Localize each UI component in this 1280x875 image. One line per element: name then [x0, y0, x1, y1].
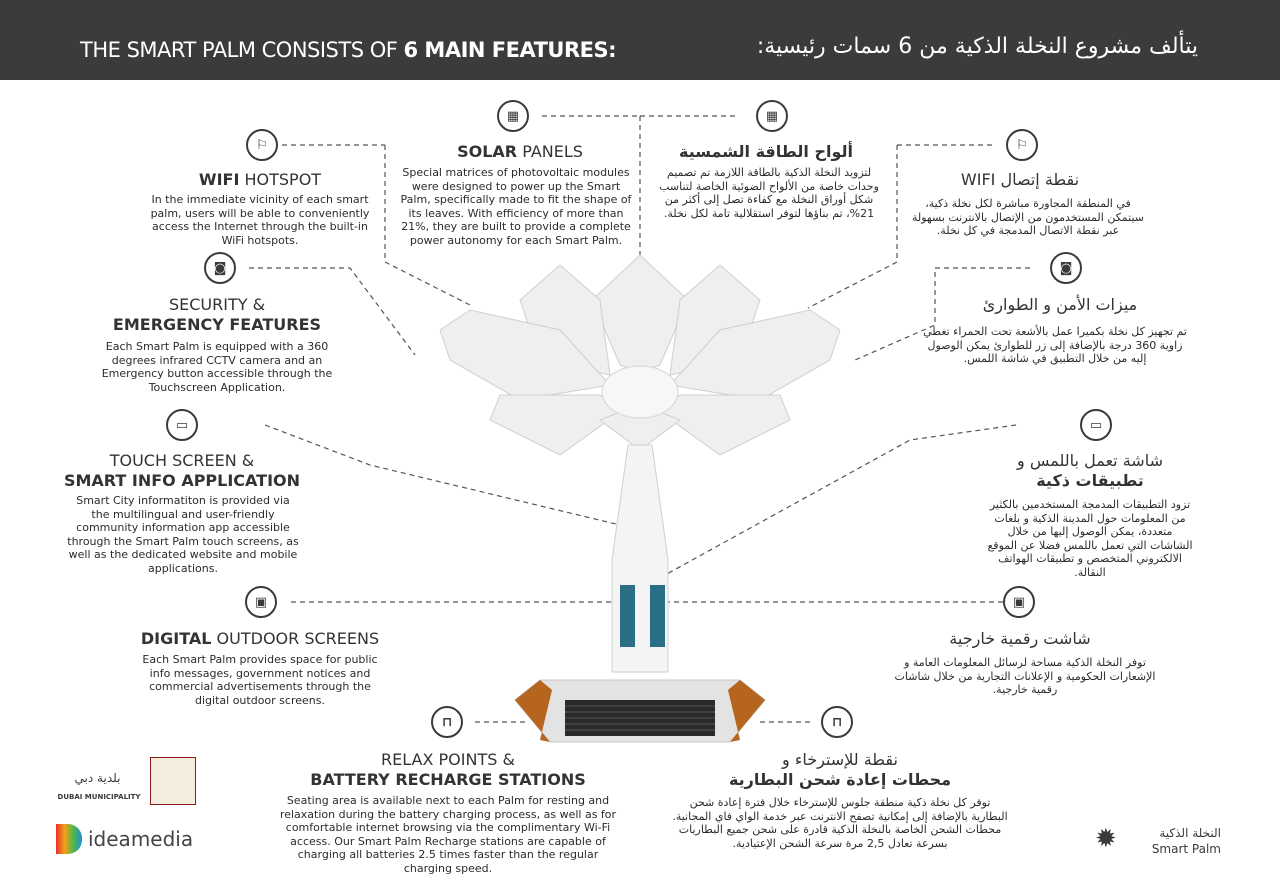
digital-desc-ar: توفر النخلة الذكية مساحة لرسائل المعلومات العامة و الإشعارات الحكومية و الإعلانات التجارية من خلال شاشات رقمية خارجية.: [894, 656, 1156, 696]
outdoor-screen-icon: ▣: [245, 586, 277, 618]
digital-title-ar: شاشت رقمية خارجية: [949, 629, 1091, 648]
wifi-icon: ⚐: [246, 129, 278, 161]
wifi-desc-en: In the immediate vicinity of each smart palm, users will be able to conveniently access the Internet through the built-in WiFi hotspots.: [150, 193, 370, 247]
outdoor-screen-icon: ▣: [1003, 586, 1035, 618]
header-title-ar: يتألف مشروع النخلة الذكية من 6 سمات رئيسية:: [756, 34, 1198, 59]
solar-desc-en: Special matrices of photovoltaic modules were designed to power up the Smart Palm, specifically made to fit the shape of its leaves. With efficiency of more than 21%, they are built to provide a complete power autonomy for each Smart Palm.: [400, 166, 632, 247]
smart-palm-ar: النخلة الذكية: [1159, 826, 1221, 840]
dubai-municipality-logo: [55, 755, 205, 807]
wifi-icon: ⚐: [1006, 129, 1038, 161]
solar-title-ar: ألواح الطاقة الشمسية: [679, 142, 853, 161]
digital-title-en: DIGITAL OUTDOOR SCREENS: [140, 629, 380, 648]
palm-crown: [602, 366, 678, 418]
touch-title-en: TOUCH SCREEN & SMART INFO APPLICATION: [63, 451, 301, 490]
dm-logo-ar: بلدية دبي: [74, 771, 121, 785]
security-desc-en: Each Smart Palm is equipped with a 360 degrees infrared CCTV camera and an Emergency button accessible through the Touchscreen Application.: [101, 340, 333, 394]
relax-title-ar: نقطة للإسترخاء و محطات إعادة شحن البطارية: [728, 750, 952, 789]
solar-desc-ar: لتزويد النخلة الذكية بالطاقة اللازمة تم تصميم وحدات خاصة من الألواح الضوئية الخاصة لتناسب شكل أوراق النخلة مع كفاءة تصل إلى أكثر من 21%، تم بناؤها لتوفر استقلالية تامة لكل نخلة.: [659, 166, 879, 220]
header-title-en: THE SMART PALM CONSISTS OF 6 MAIN FEATURES:: [80, 38, 616, 62]
touch-desc-ar: تزود التطبيقات المدمجة المستخدمين بالكثير من المعلومات حول المدينة الذكية و بلغات متعددة، يمكن الوصول إليها من خلال الشاشات التي تعمل باللمس فضلا عن الموقع الالكتروني المتخصص و تطبيقات الهواتف النقالة.: [987, 498, 1193, 579]
dm-logo-en: DUBAI MUNICIPALITY: [57, 793, 141, 801]
wifi-title-ar: نقطة إتصال WIFI: [960, 170, 1080, 189]
solar-title-en: SOLAR PANELS: [457, 142, 583, 161]
security-title-en: SECURITY & EMERGENCY FEATURES: [112, 295, 322, 334]
security-desc-ar: تم تجهيز كل نخلة بكميرا عمل بالأشعة تحت الحمراء تغطي زاوية 360 درجة بالإضافة إلى زر للطوارئ يمكن الوصول إليه من خلال التطبيق في شاشة اللمس.: [923, 325, 1187, 365]
bench-icon: ⊓: [431, 706, 463, 738]
digital-desc-en: Each Smart Palm provides space for public info messages, government notices and commercial advertisements through the digital outdoor screens.: [142, 653, 378, 707]
touch-title-ar: شاشة تعمل باللمس و تطبيقات ذكية: [1017, 451, 1163, 490]
ideamedia-logo: [56, 822, 206, 856]
smart-palm-logo: [1095, 822, 1235, 856]
solar-panel-icon: ▦: [497, 100, 529, 132]
touch-screen-icon: ▭: [1080, 409, 1112, 441]
security-title-ar: ميزات الأمن و الطوارئ: [982, 295, 1138, 314]
relax-title-en: RELAX POINTS & BATTERY RECHARGE STATIONS: [310, 750, 586, 789]
ideamedia-mark: [56, 824, 82, 854]
dm-emblem: [150, 757, 196, 805]
smart-palm-en: Smart Palm: [1151, 842, 1221, 856]
palm-leaf: [490, 395, 620, 455]
palm-leaf: [660, 395, 790, 455]
cctv-camera-icon: ◙: [1050, 252, 1082, 284]
relax-desc-en: Seating area is available next to each Palm for resting and relaxation during the battery charging process, as well as for comfortable internet browsing via the complimentary Wi-Fi access. Our Smart Palm Recharge stations are capable of charging all batteries 2.5 times faster than the regular charging speed.: [279, 794, 617, 875]
outdoor-screen-panel: [650, 585, 665, 647]
wifi-title-en: WIFI HOTSPOT: [198, 170, 322, 189]
bench-icon: ⊓: [821, 706, 853, 738]
wifi-desc-ar: في المنطقة المجاورة مباشرة لكل نخلة ذكية، سيتمكن المستخدمون من الإتصال بالانترنت بسهولة عبر نقطة الاتصال المدمجة في كل نخلة.: [912, 197, 1144, 237]
touch-screen-icon: ▭: [166, 409, 198, 441]
smart-palm-mark: ✹: [1095, 824, 1117, 854]
cctv-camera-icon: ◙: [204, 252, 236, 284]
touch-screen-panel: [620, 585, 635, 647]
solar-panel-icon: ▦: [756, 100, 788, 132]
relax-desc-ar: توفر كل نخلة ذكية منطقة جلوس للإسترخاء خلال فترة إعادة شحن البطارية بالإضافة إلى إمكانية تصفح الانترنت عبر خدمة الواي فاي المجانية. محطات الشحن الخاصة بالنخلة الذكية قادرة على شحن جميع البطاريات بسرعة تعادل 2,5 مرة سرعة الشحن الإعتيادية.: [672, 796, 1008, 850]
ideamedia-wordmark: ideamedia: [88, 827, 194, 851]
touch-desc-en: Smart City informatiton is provided via the multilingual and user-friendly community information app accessible through the Smart Palm touch screens, as well as the dedicated website and mobile applications.: [67, 494, 299, 575]
